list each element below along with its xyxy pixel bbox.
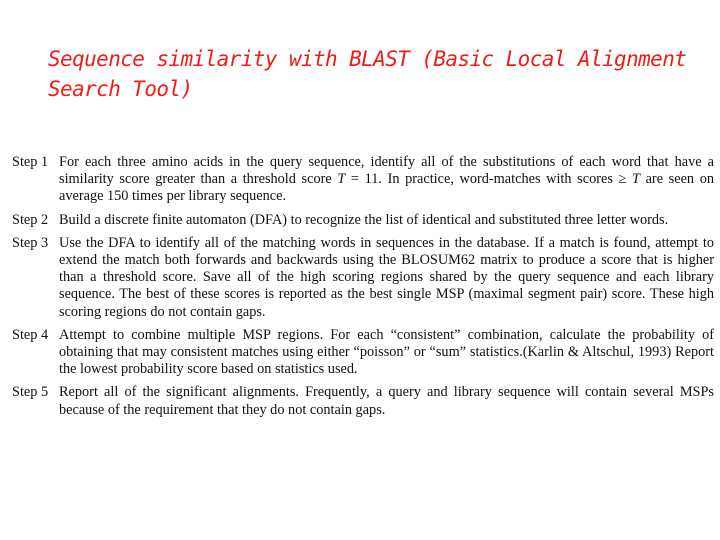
- step-4-text: Attempt to combine multiple MSP regions. For each “consistent” combination, calculate the probability of obtaining that may consistent matches using either “poisson” or “sum” statistics.(Karlin & Altschul, 1993) Report the lowest probability score based on statistics used.: [59, 326, 714, 378]
- step-3-text: Use the DFA to identify all of the matching words in sequences in the database. If a match is found, attempt to extend the match both forwards and backwards using the BLOSUM62 matrix to produce a score that is higher than a threshold score. Save all of the high scoring regions shared by the query sequence and each library sequence. The best of these scores is reported as the best single MSP (maximal segment pair) score. These high scoring regions do not contain gaps.: [59, 234, 714, 320]
- step-5-label: Step 5: [12, 384, 49, 401]
- greater-equal-symbol: ≥: [618, 171, 627, 188]
- step-1-text: [59, 154, 714, 206]
- threshold-variable: T: [337, 171, 346, 188]
- slide-title-line-1: Sequence similarity with BLAST (Basic Local Alignment: [48, 47, 687, 71]
- step-1: [12, 154, 714, 206]
- step-1-text-part-3: are seen on average 150 times per library sequence.: [59, 171, 714, 205]
- threshold-variable-2: T: [632, 171, 640, 188]
- step-1-text-part-2: = 11. In practice, word-matches with scores: [345, 171, 619, 188]
- step-4-label: Step 4: [12, 326, 49, 343]
- step-3-label: Step 3: [12, 234, 49, 251]
- step-5-text: Report all of the significant alignments. Frequently, a query and library sequence will contain several MSPs because of the requirement that they do not contain gaps.: [59, 384, 714, 418]
- step-4: [12, 327, 714, 379]
- step-1-label: Step 1: [12, 154, 49, 170]
- slide-title-line-2: Search Tool): [48, 77, 193, 101]
- step-2-text: Build a discrete finite automaton (DFA) to recognize the list of identical and substituted three letter words.: [59, 211, 669, 228]
- step-3: [12, 235, 714, 321]
- slide-title: [48, 44, 708, 104]
- step-1-text-part-1: For each three amino acids in the query sequence, identify all of the substitutions of each word that have a similarity score greater than a threshold score: [59, 154, 714, 188]
- blast-steps-list: [12, 154, 714, 419]
- step-2: [12, 212, 714, 229]
- step-2-label: Step 2: [12, 211, 49, 228]
- step-5: [12, 384, 714, 418]
